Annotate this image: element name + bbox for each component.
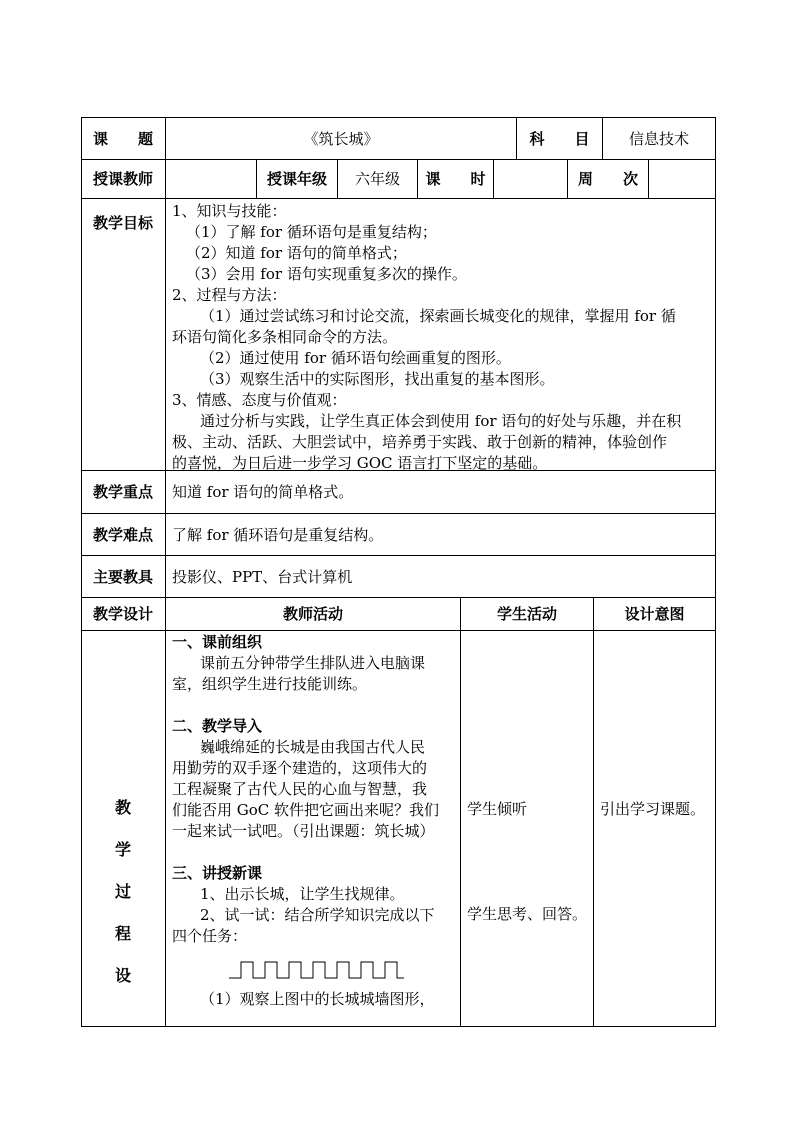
objective-line: （3）会用 for 语句实现重复多次的操作。 xyxy=(186,265,467,283)
col-student-activity: 学生活动 xyxy=(496,605,557,623)
topic-label: 课 题 xyxy=(92,129,153,148)
objective-line: 2、过程与方法： xyxy=(172,286,287,304)
subject-value: 信息技术 xyxy=(628,129,689,148)
teacher-line: 用勤劳的双手逐个建造的，这项伟大的 xyxy=(172,759,428,777)
objective-line: （2）通过使用 for 循环语句绘画重复的图形。 xyxy=(200,349,511,367)
objective-line: 通过分析与实践，让学生真正体会到使用 for 语句的好处与乐趣，并在积 xyxy=(200,412,682,430)
great-wall-pattern-icon xyxy=(228,958,408,980)
col-design-intent: 设计意图 xyxy=(624,605,685,623)
week-label: 周 次 xyxy=(577,170,638,188)
objective-line: （2）知道 for 语句的简单格式； xyxy=(186,244,407,262)
tools-label: 主要教具 xyxy=(92,567,153,586)
key-point-value: 知道 for 语句的简单格式。 xyxy=(172,483,354,501)
objective-line: 的喜悦，为日后进一步学习 GOC 语言打下坚定的基础。 xyxy=(172,454,548,472)
teacher-line: 课前五分钟带学生排队进入电脑课 xyxy=(200,654,426,672)
objective-line: （1）通过尝试练习和讨论交流，探索画长城变化的规律，掌握用 for 循 xyxy=(200,307,676,325)
topic-value: 《筑长城》 xyxy=(303,129,379,148)
grade-label: 授课年级 xyxy=(266,170,327,188)
tools-value: 投影仪、PPT、台式计算机 xyxy=(172,567,353,586)
design-label: 教学设计 xyxy=(92,605,153,623)
hours-value xyxy=(494,160,567,198)
teacher-line: 1、出示长城，让学生找规律。 xyxy=(200,885,405,903)
objectives-label: 教学目标 xyxy=(92,214,153,232)
process-label-char: 学 xyxy=(114,840,131,859)
teacher-line: 们能否用 GoC 软件把它画出来呢？我们 xyxy=(172,801,440,819)
design-intent-1: 引出学习课题。 xyxy=(600,799,706,818)
teacher-line: （1）观察上图中的长城城墙图形， xyxy=(200,990,435,1008)
teacher-label: 授课教师 xyxy=(92,170,153,188)
grade-value: 六年级 xyxy=(354,170,400,188)
teacher-line: 工程凝聚了古代人民的心血与智慧，我 xyxy=(172,780,428,798)
objective-line: 极、主动、活跃、大胆尝试中，培养勇于实践、敢于创新的精神，体验创作 xyxy=(172,433,668,451)
section-title: 三、讲授新课 xyxy=(172,864,263,882)
difficulty-value: 了解 for 循环语句是重复结构。 xyxy=(172,525,384,544)
student-activity-1: 学生倾听 xyxy=(467,799,528,818)
objective-line: （3）观察生活中的实际图形，找出重复的基本图形。 xyxy=(200,370,555,388)
great-wall-figure xyxy=(172,947,457,989)
student-activity-2: 学生思考、回答。 xyxy=(467,904,588,923)
col-teacher-activity: 教师活动 xyxy=(282,605,343,623)
key-point-label: 教学重点 xyxy=(92,483,153,501)
process-label-char: 过 xyxy=(114,882,131,901)
hours-label: 课 时 xyxy=(425,170,486,188)
section-title: 一、课前组织 xyxy=(172,633,263,651)
objective-line: 1、知识与技能： xyxy=(172,202,287,220)
teacher-activity-content xyxy=(172,632,457,1010)
process-label-char: 教 xyxy=(114,798,131,817)
teacher-line: 一起来试一试吧。（引出课题：筑长城） xyxy=(172,822,435,840)
teacher-line: 四个任务： xyxy=(172,927,248,945)
process-label-char: 设 xyxy=(114,966,131,985)
objectives-content xyxy=(172,201,712,474)
objective-line: 3、情感、态度与价值观： xyxy=(172,391,347,409)
week-value xyxy=(649,160,715,198)
process-label-char: 程 xyxy=(114,924,131,943)
objective-line: （1）了解 for 循环语句是重复结构； xyxy=(186,223,437,241)
subject-label: 科 目 xyxy=(529,129,590,148)
teacher-line: 室，组织学生进行技能训练。 xyxy=(172,675,368,693)
lesson-plan-table xyxy=(81,117,716,1027)
difficulty-label: 教学难点 xyxy=(92,525,153,544)
objective-line: 环语句简化多条相同命令的方法。 xyxy=(172,328,398,346)
teacher-line: 2、试一试：结合所学知识完成以下 xyxy=(200,906,435,924)
teacher-line: 巍峨绵延的长城是由我国古代人民 xyxy=(200,738,426,756)
process-label xyxy=(108,787,138,997)
teacher-value xyxy=(166,160,256,198)
section-title: 二、教学导入 xyxy=(172,717,263,735)
